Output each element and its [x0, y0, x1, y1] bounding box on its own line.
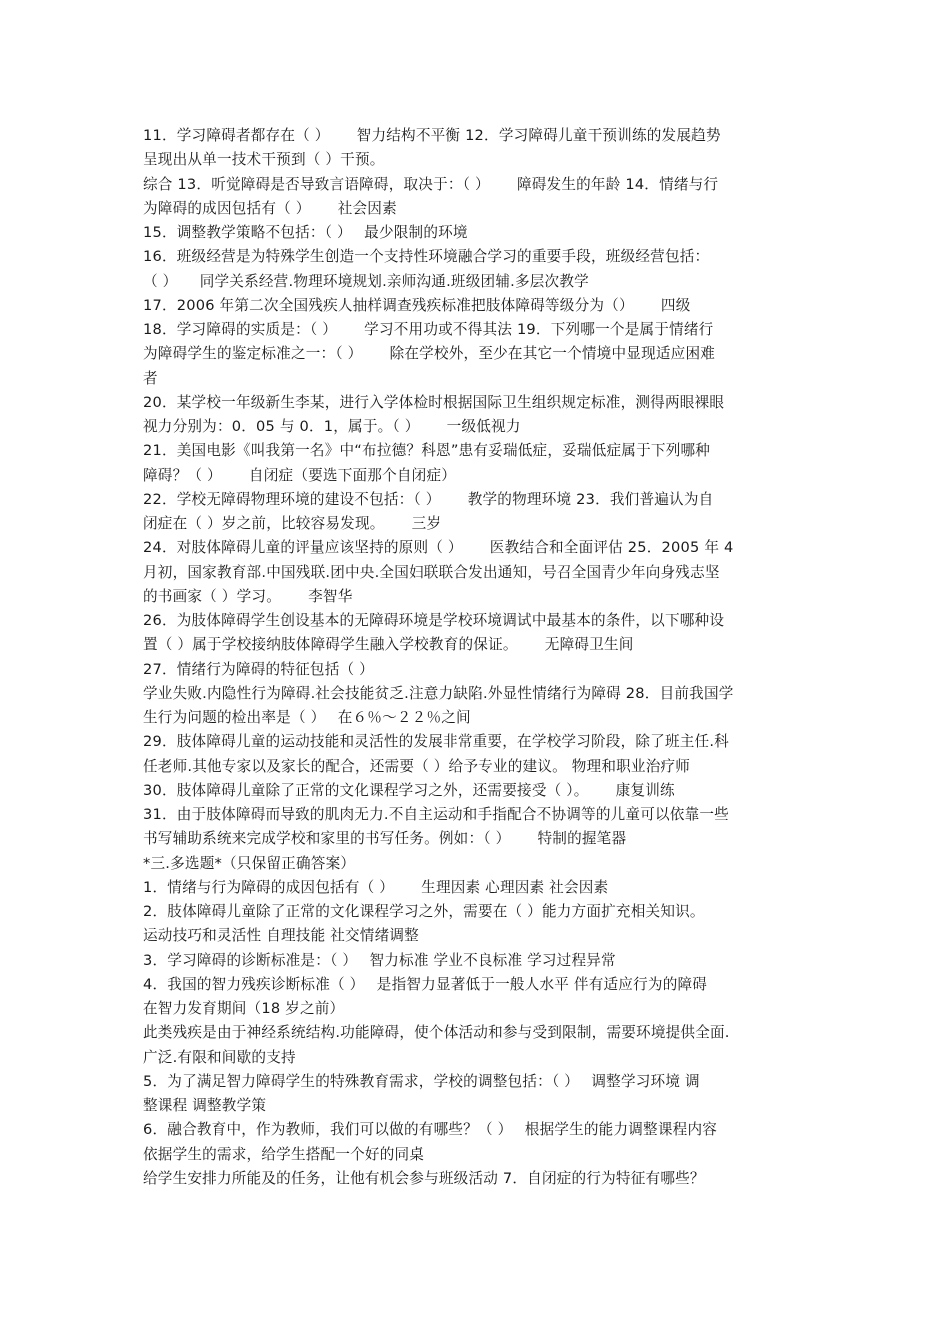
text-line: 书写辅助系统来完成学校和家里的书写任务。例如：（ ） 特制的握笔器 — [143, 830, 627, 848]
text-line: 为障碍的成因包括有（ ） 社会因素 — [143, 199, 397, 217]
text-line: 27．情绪行为障碍的特征包括（ ） — [143, 660, 374, 678]
text-line: 视力分别为：0．05 与 0．1，属于。（ ） 一级低视力 — [143, 418, 521, 435]
text-line: 广泛.有限和间歇的支持 — [143, 1048, 296, 1066]
text-line: 者 — [143, 369, 158, 387]
text-line: 综合 13．听觉障碍是否导致言语障碍，取决于：（ ） 障碍发生的年龄 14．情绪与行 — [143, 175, 719, 193]
text-line: 2．肢体障碍儿童除了正常的文化课程学习之外，需要在（ ）能力方面扩充相关知识。 — [143, 903, 705, 920]
text-line: 整课程 调整教学策 — [143, 1097, 267, 1114]
text-line: 5．为了满足智力障碍学生的特殊教育需求，学校的调整包括：（ ） 调整学习环境 调 — [143, 1072, 700, 1090]
text-line: 21．美国电影《叫我第一名》中“布拉德？科恩”患有妥瑞低症，妥瑞低症属于下列哪种 — [143, 442, 711, 460]
text-line: 20．某学校一年级新生李某，进行入学体检时根据国际卫生组织规定标准，测得两眼裸眼 — [143, 393, 725, 411]
text-line: 16．班级经营是为特殊学生创造一个支持性环境融合学习的重要手段，班级经营包括： — [143, 248, 710, 266]
text-line: 30．肢体障碍儿童除了正常的文化课程学习之外，还需要接受（ ）。 康复训练 — [143, 781, 675, 799]
text-line: 给学生安排力所能及的任务，让他有机会参与班级活动 7．自闭症的行为特征有哪些？ — [143, 1169, 705, 1187]
text-line: （ ） 同学关系经营.物理环境规划.亲师沟通.班级团辅.多层次教学 — [143, 272, 589, 290]
text-line: 6．融合教育中，作为教师，我们可以做的有哪些？（ ） 根据学生的能力调整课程内容 — [143, 1121, 718, 1139]
text-line: 15．调整教学策略不包括：（ ） 最少限制的环境 — [143, 224, 468, 241]
text-line: 1．情绪与行为障碍的成因包括有（ ） 生理因素 心理因素 社会因素 — [143, 878, 609, 896]
text-line: 任老师.其他专家以及家长的配合，还需要（ ）给予专业的建议。 物理和职业治疗师 — [143, 757, 691, 775]
text-line: 学业失败.内隐性行为障碍.社会技能贫乏.注意力缺陷.外显性情绪行为障碍 28．目前我国学 — [143, 684, 734, 702]
text-line: 17．2006 年第二次全国残疾人抽样调查残疾标准把肢体障碍等级分为（） 四级 — [143, 296, 691, 314]
text-line: 22．学校无障碍物理环境的建设不包括：（ ） 教学的物理环境 23．我们普遍认为自 — [143, 490, 714, 508]
text-line: 31．由于肢体障碍而导致的肌肉无力.不自主运动和手指配合不协调等的儿童可以依靠一些 — [143, 806, 729, 823]
text-line: 18．学习障碍的实质是：（ ） 学习不用功或不得其法 19．下列哪一个是属于情绪行 — [143, 321, 714, 338]
text-line: 4．我国的智力残疾诊断标准（ ） 是指智力显著低于一般人水平 伴有适应行为的障碍 — [143, 975, 708, 993]
text-line: 3．学习障碍的诊断标准是：（ ） 智力标准 学业不良标准 学习过程异常 — [143, 951, 616, 969]
text-line: 24．对肢体障碍儿童的评量应该坚持的原则（ ） 医教结合和全面评估 25．2005 年 4 — [143, 539, 734, 557]
text-line: 依据学生的需求，给学生搭配一个好的同桌 — [143, 1145, 425, 1163]
text-line: 运动技巧和灵活性 自理技能 社交情绪调整 — [143, 927, 419, 945]
text-line: 置（ ）属于学校接纳肢体障碍学生融入学校教育的保证。 无障碍卫生间 — [143, 636, 634, 654]
text-line: *三.多选题*（只保留正确答案） — [143, 854, 356, 872]
text-line: 在智力发育期间（18 岁之前） — [143, 1000, 345, 1017]
text-line: 生行为问题的检出率是（ ） 在６％～２２％之间 — [143, 709, 471, 726]
text-line: 11．学习障碍者都存在（ ） 智力结构不平衡 12．学习障碍儿童干预训练的发展趋势 — [143, 127, 721, 144]
text-line: 29．肢体障碍儿童的运动技能和灵活性的发展非常重要，在学校学习阶段，除了班主任.科 — [143, 733, 729, 751]
text-line: 呈现出从单一技术干预到（ ）干预。 — [143, 151, 385, 169]
text-line: 的书画家（ ）学习。 李智华 — [143, 587, 353, 605]
text-line: 闭症在（ ）岁之前，比较容易发现。 三岁 — [143, 515, 442, 532]
text-line: 为障碍学生的鉴定标准之一：（ ） 除在学校外，至少在其它一个情境中显现适应困难 — [143, 345, 716, 363]
document-page — [143, 124, 807, 1191]
text-line: 此类残疾是由于神经系统结构.功能障碍，使个体活动和参与受到限制，需要环境提供全面. — [143, 1024, 730, 1042]
text-line: 障碍？（ ） 自闭症（要选下面那个自闭症） — [143, 466, 457, 484]
text-line: 月初，国家教育部.中国残联.团中央.全国妇联联合发出通知，号召全国青少年向身残志坚 — [143, 563, 720, 581]
text-line: 26．为肢体障碍学生创设基本的无障碍环境是学校环境调试中最基本的条件，以下哪种设 — [143, 612, 725, 629]
